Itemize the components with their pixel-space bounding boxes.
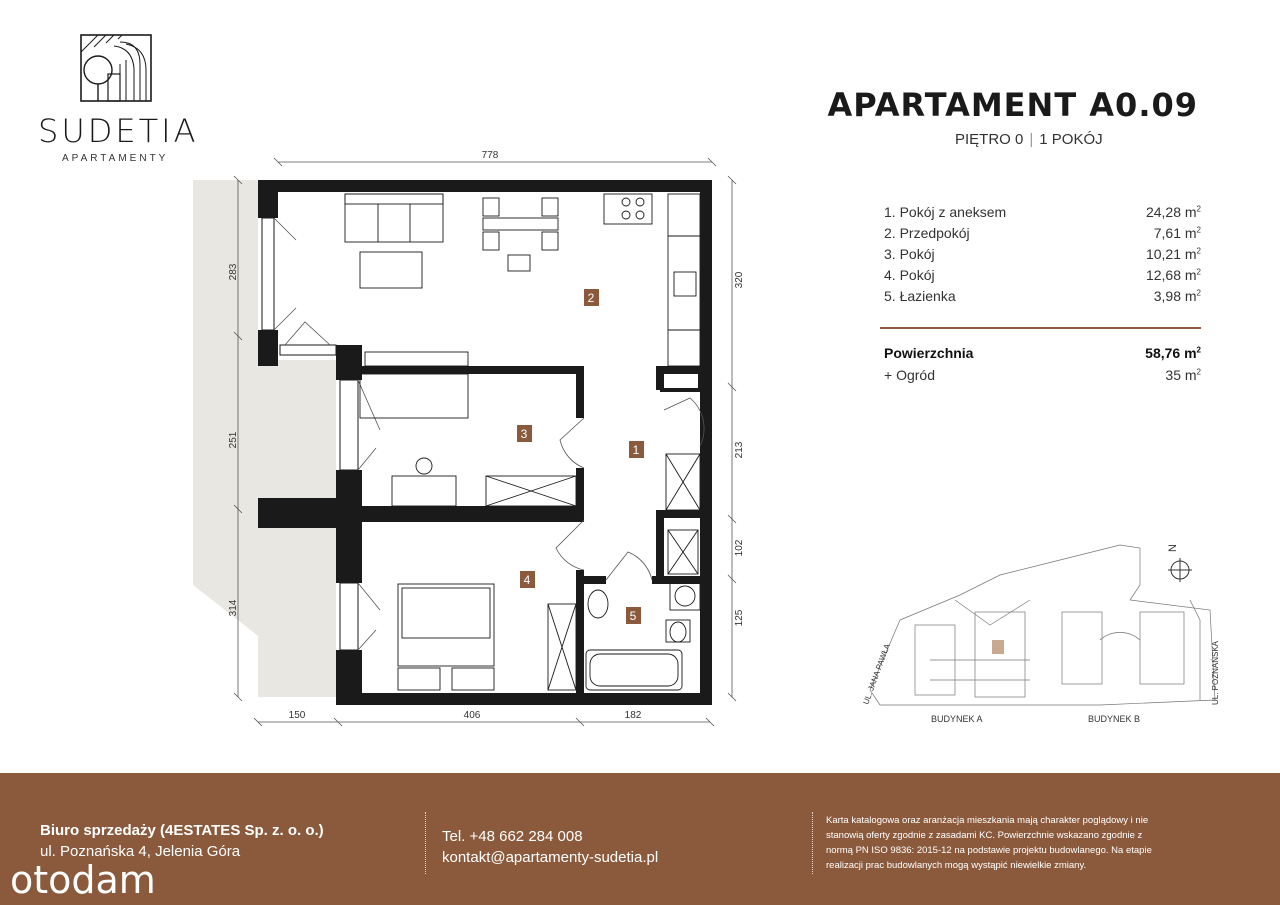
apartment-title: APARTAMENT A0.09 — [827, 86, 1198, 124]
room-tag-3: 3 — [520, 427, 528, 441]
building-b-label: BUDYNEK B — [1088, 714, 1141, 724]
brand-subtitle: APARTAMENTY — [62, 153, 169, 164]
dim-right-3: 102 — [734, 539, 745, 557]
brand-name: SUDETIA — [38, 112, 199, 150]
room-name: 1. Pokój z aneksem — [884, 204, 1007, 220]
room-tag-2: 2 — [587, 291, 595, 305]
garden-value: 35 $m^2$ — [1165, 367, 1201, 383]
apartment-subtitle — [955, 131, 1103, 148]
rooms-count-label: 1 POKÓJ — [1039, 131, 1103, 148]
room-row — [884, 225, 1201, 245]
footer-divider — [812, 812, 814, 874]
room-area: 12,68 $m^2$ — [1145, 267, 1201, 283]
room-tag-5: 5 — [629, 609, 637, 623]
disclaimer-line: realizacji prac budowlanych mogą wystąpić niewielkie zmiany. — [826, 860, 1087, 871]
dim-bottom-1: 150 — [288, 710, 306, 721]
dim-right-1: 320 — [734, 271, 745, 289]
room-area: 7,61 $m^2$ — [1153, 225, 1201, 241]
room-area: 3,98 $m^2$ — [1153, 288, 1201, 304]
dim-bottom-3: 182 — [624, 710, 642, 721]
dim-left-3: 314 — [228, 599, 239, 617]
floor-label: PIĘTRO 0 — [955, 131, 1024, 148]
total-area-row — [884, 345, 1201, 365]
street-left-label: UL. JANA PAWŁA — [861, 642, 892, 706]
total-area-value: 58,76 $m^2$ — [1145, 345, 1201, 361]
dim-top: 778 — [481, 150, 499, 161]
room-row — [884, 288, 1201, 308]
street-right-label: UL. POZNAŃSKA — [1211, 640, 1220, 705]
dim-right-2: 213 — [734, 441, 745, 459]
dim-left-2: 251 — [228, 431, 239, 449]
site-map — [855, 535, 1235, 735]
floor-plan — [180, 145, 760, 735]
disclaimer-line: stanowią oferty zgodnie z zasadami KC. Powierzchnie wskazano zgodnie z — [826, 830, 1143, 841]
room-name: 4. Pokój — [884, 267, 935, 283]
total-area-label: Powierzchnia — [884, 345, 974, 361]
north-label: N — [1167, 544, 1179, 552]
office-address: ul. Poznańska 4, Jelenia Góra — [40, 843, 241, 860]
dim-right-4: 125 — [734, 609, 745, 627]
separator: | — [1029, 131, 1034, 148]
office-title: Biuro sprzedaży (4ESTATES Sp. z. o. o.) — [40, 822, 324, 839]
room-name: 3. Pokój — [884, 246, 935, 262]
room-area: 24,28 $m^2$ — [1145, 204, 1201, 220]
building-a-label: BUDYNEK A — [931, 714, 983, 724]
room-name: 5. Łazienka — [884, 288, 956, 304]
email-link[interactable]: kontakt@apartamenty-sudetia.pl — [442, 849, 659, 866]
room-row — [884, 246, 1201, 266]
otodam-watermark: otodam — [10, 858, 156, 902]
disclaimer-line: normą PN ISO 9836: 2015-12 na podstawie projektu budowlanego. Na etapie — [826, 845, 1152, 856]
disclaimer-line: Karta katalogowa oraz aranżacja mieszkania mają charakter poglądowy i nie — [826, 815, 1149, 826]
dim-bottom-2: 406 — [463, 710, 481, 721]
room-area: 10,21 $m^2$ — [1145, 246, 1201, 262]
disclaimer — [826, 813, 1152, 873]
phone-link[interactable]: Tel. +48 662 284 008 — [442, 828, 583, 845]
garden-label: + Ogród — [884, 367, 935, 383]
garden-area — [258, 360, 336, 697]
room-name: 2. Przedpokój — [884, 225, 970, 241]
garden-row — [884, 367, 1201, 387]
sudetia-logo-icon — [80, 34, 152, 102]
footer-divider — [425, 812, 427, 874]
dim-left-1: 283 — [228, 263, 239, 281]
summary-divider — [880, 327, 1201, 329]
room-row — [884, 267, 1201, 287]
room-tag-1: 1 — [632, 443, 640, 457]
room-tag-4: 4 — [523, 573, 531, 587]
room-row — [884, 204, 1201, 224]
